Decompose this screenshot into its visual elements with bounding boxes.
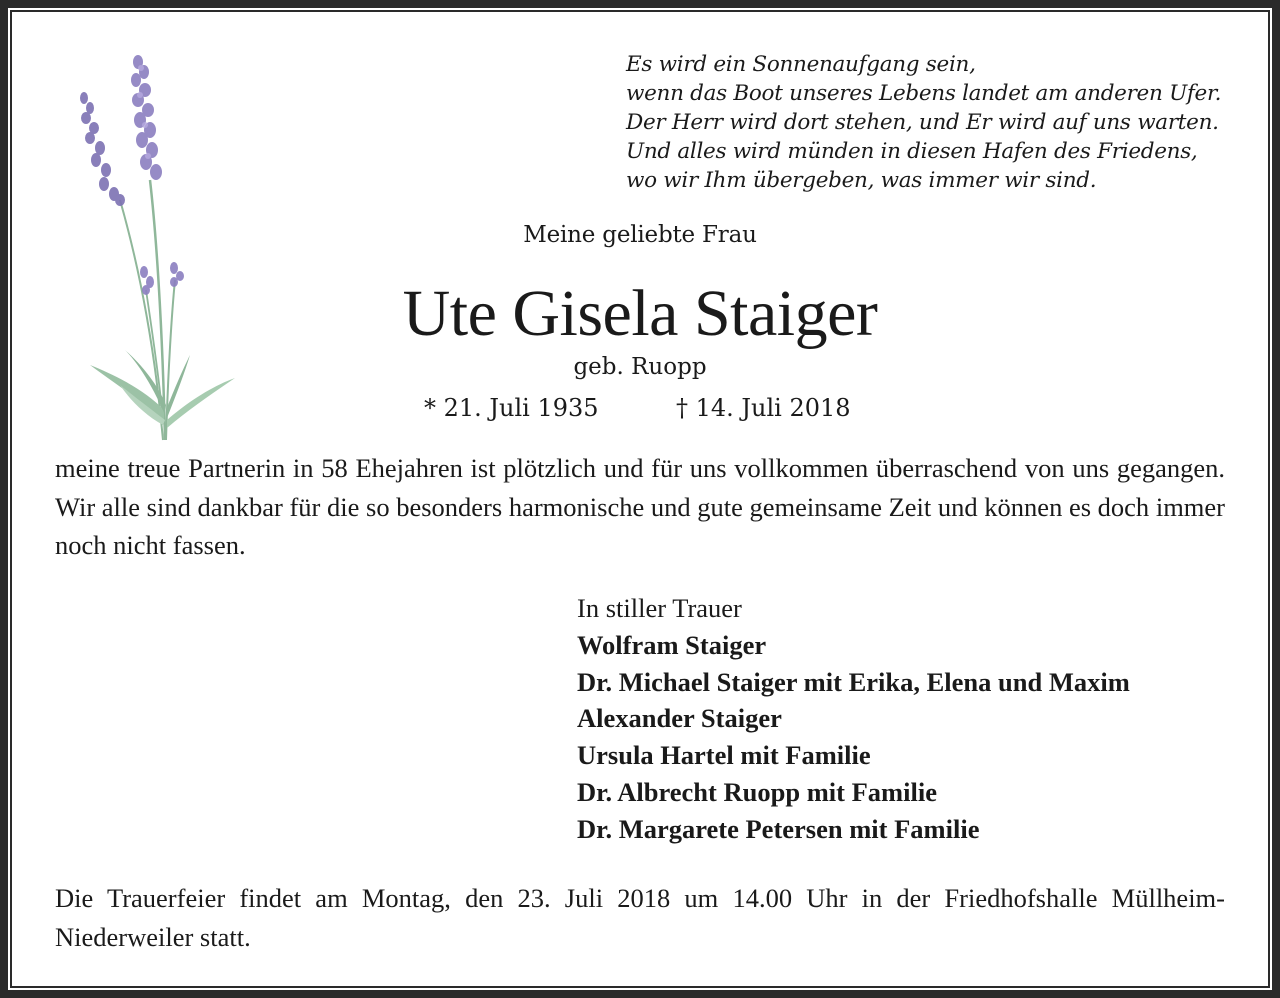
poem bbox=[626, 50, 1246, 195]
mourners-heading: In stiller Trauer bbox=[577, 593, 742, 623]
poem-line: Der Herr wird dort stehen, und Er wird auf uns warten. bbox=[626, 110, 1219, 135]
birth-date: * 21. Juli 1935 bbox=[424, 394, 599, 422]
lavender-illustration bbox=[70, 50, 250, 450]
deceased-name: Ute Gisela Staiger bbox=[402, 277, 878, 350]
body-paragraph: meine treue Partnerin in 58 Ehejahren ist plötzlich und für uns vollkommen überraschend von uns gegangen. Wir alle sind dankbar für die so besonders harmonische und gute gemeinsame Zeit und können es doch immer noch nicht fassen. bbox=[55, 453, 1225, 560]
mourner-name: Ursula Hartel mit Familie bbox=[577, 740, 871, 771]
ceremony-info: Die Trauerfeier findet am Montag, den 23. Juli 2018 um 14.00 Uhr in der Friedhofshalle Müllheim-Niederweiler statt. bbox=[55, 883, 1225, 952]
poem-line: wo wir Ihm übergeben, was immer wir sind. bbox=[626, 168, 1097, 193]
poem-line: Und alles wird münden in diesen Hafen des Friedens, bbox=[626, 139, 1198, 164]
poem-line: wenn das Boot unseres Lebens landet am anderen Ufer. bbox=[626, 81, 1222, 106]
mourner-name: Wolfram Staiger bbox=[577, 629, 767, 660]
maiden-name: geb. Ruopp bbox=[573, 354, 707, 380]
mourner-name: Dr. Michael Staiger mit Erika, Elena und Maxim bbox=[577, 666, 1130, 697]
intro-line bbox=[0, 222, 1280, 248]
mourners-list bbox=[577, 590, 1237, 848]
death-date: † 14. Juli 2018 bbox=[676, 394, 851, 422]
intro-text: Meine geliebte Frau bbox=[523, 222, 757, 248]
poem-line: Es wird ein Sonnenaufgang sein, bbox=[626, 52, 976, 77]
mourner-name: Dr. Margarete Petersen mit Familie bbox=[577, 813, 980, 844]
mourner-name: Alexander Staiger bbox=[577, 703, 782, 734]
mourner-name: Dr. Albrecht Ruopp mit Familie bbox=[577, 776, 937, 807]
